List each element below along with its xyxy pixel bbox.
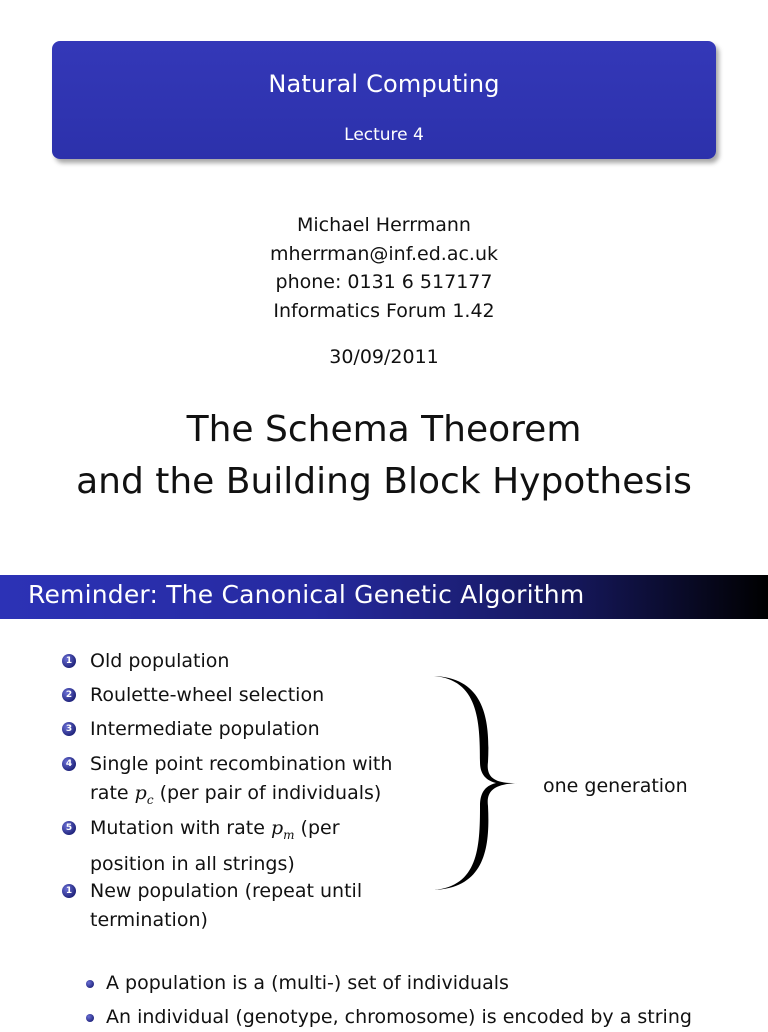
author-email: mherrman@inf.ed.ac.uk	[269, 242, 499, 265]
list-item-text	[90, 814, 410, 879]
list-item-text	[90, 750, 410, 815]
enum-number-icon: 2	[62, 688, 76, 702]
main-title	[0, 404, 768, 508]
list-item-line: (per pair of individuals)	[153, 782, 382, 804]
right-brace-icon	[426, 672, 526, 894]
main-title-line: The Schema Theorem	[186, 409, 582, 450]
math-variable: p	[270, 817, 284, 839]
course-title: Natural Computing	[268, 70, 500, 98]
list-item-line: position in all strings)	[90, 852, 295, 875]
math-subscript: c	[146, 792, 154, 807]
bullet-icon	[86, 980, 94, 988]
frame-title-bar	[0, 575, 768, 619]
list-item-line: Mutation with rate	[90, 817, 271, 839]
list-item-line: Single point recombination with	[90, 753, 393, 775]
list-item-line: New population (repeat until	[90, 880, 363, 902]
title-box	[52, 41, 716, 159]
brace-label: one generation	[543, 775, 688, 797]
list-item-text	[90, 877, 410, 935]
enum-number-icon: 3	[62, 722, 76, 736]
list-item-line: (per	[294, 817, 340, 839]
list-item-text: Intermediate population	[90, 718, 320, 740]
list-item-text: An individual (genotype, chromosome) is encoded by a string	[106, 1006, 692, 1028]
math-variable: p	[134, 782, 147, 804]
math-subscript: m	[283, 827, 295, 842]
list-item-line: termination)	[90, 909, 208, 931]
list-item-text: Old population	[90, 650, 230, 672]
list-item-text: A population is a (multi-) set of individuals	[106, 972, 509, 994]
enum-number-icon: 1	[62, 654, 76, 668]
enum-number-icon: 4	[62, 757, 76, 771]
author-block	[0, 211, 768, 325]
list-item-text: Roulette-wheel selection	[90, 684, 325, 706]
bullet-icon	[86, 1014, 94, 1022]
author-phone: phone: 0131 6 517177	[275, 271, 493, 293]
enum-number-icon: 5	[62, 821, 76, 835]
frame-title: Reminder: The Canonical Genetic Algorithm	[28, 580, 585, 609]
main-title-line: and the Building Block Hypothesis	[76, 461, 692, 502]
lecture-number: Lecture 4	[344, 125, 424, 145]
author-office: Informatics Forum 1.42	[273, 299, 495, 322]
enum-number-icon: 1	[62, 884, 76, 898]
list-item-line: rate	[90, 782, 135, 804]
date: 30/09/2011	[329, 346, 439, 368]
author-name: Michael Herrmann	[297, 214, 471, 236]
